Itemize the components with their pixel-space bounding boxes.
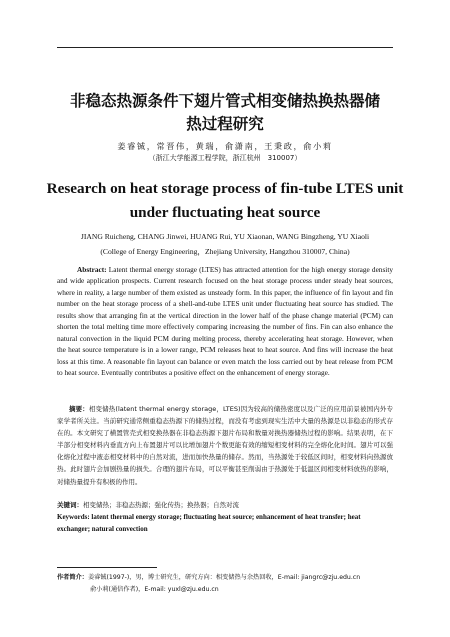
chinese-title-line-1: 非稳态热源条件下翅片管式相变储热换热器储 (69, 92, 380, 110)
footnote-rule (57, 567, 157, 568)
english-keywords (57, 512, 393, 535)
abstract-label: Abstract: (77, 265, 107, 274)
footnote-line-1: 姜睿铖(1997-)，男，博士研究生，研究方向：相变储热与余热回收，E-mail: jiangrc@zju.edu.cn (87, 574, 361, 581)
footnote-line-2: 俞小莉(通信作者)，E-mail: yuxl@zju.edu.cn (90, 585, 219, 593)
english-affiliation: (College of Energy Engineering，Zhejiang University, Hangzhou 310007, China) (100, 247, 350, 256)
abstract-text: Latent thermal energy storage (LTES) has attracted attention for the high energy storage density and wide application prospects. Current research focused on the heat storage process under steady heat sources, where in reality, a large number of them existed as unsteady form. In this paper, the influence of fin layout and fin number on the heat storage process of a shell-and-tube LTES unit under fluctuating heat source has studied. The results show that arranging fin at the vertical direction in the lower half of the phase change material (PCM) can shorten the total melting time more effectively comparing increasing the number of fins. Fin can also enhance the natural convection in the liquid PCM during melting process, thereby accelerating heat storage. However, when the heat source temperature is in a lower range, PCM releases heat to heat source. And fins will increase the heat loss at this time. A reasonable fin layout can balance or even match the loss carried out by heat release from PCM to heat source. Eventually contributes a positive effect on the enhancement of energy storage. (57, 265, 393, 378)
chinese-keywords-text: 相变储热；非稳态热源；强化传热；换热器；自然对流 (83, 501, 239, 509)
chinese-keywords-label: 关键词： (57, 501, 83, 509)
footnote-label: 作者简介： (57, 574, 88, 581)
english-abstract (57, 264, 393, 379)
chinese-abstract-label: 摘要： (69, 405, 89, 413)
chinese-abstract-text: 相变储热(latent thermal energy storage，LTES)因为较高的储热密度以及广泛的应用前景被国内外专家学者所关注。当前研究通常侧重稳态热源下的储热过程，而没有考虑到现实生活中大量的热源是以非稳态的形式存在的。本文研究了横置管壳式相变换热器在非稳态热源下翅片布局和数量对换热器储热过程的影响。结果表明，在下半部分相变材料内垂直方向上布置翅片可以比增加翅片个数更能有效的缩短相变材料的完全熔化化时间。翅片可以强化熔化过程中液态相变材料中的自然对流，进而加快热量的储存。然而，当热源处于较低区间时，相变材料向热源放热。此时翅片会加剧热量的损失。合理的翅片布局，可以平衡甚至削弱由于热源处于低温区间相变材料放热的影响，对储热量提升有积极的作用。 (57, 405, 393, 486)
author-footnote (57, 572, 393, 595)
chinese-title-line-2: 热过程研究 (186, 115, 264, 133)
header-rule (57, 47, 393, 48)
english-authors: JIANG Ruicheng, CHANG Jinwei, HUANG Rui, YU Xiaonan, WANG Bingzheng, YU Xiaoli (80, 232, 370, 241)
chinese-authors: 姜睿铖，常晋伟，黄瑞，俞潇南，王秉政，俞小莉 (117, 141, 333, 151)
english-keywords-text: latent thermal energy storage; fluctuating heat source; enhancement of heat transfer; heat exchanger; natural convection (57, 513, 361, 533)
english-keywords-label: Keywords: (57, 513, 90, 521)
english-title-line-2: under fluctuating heat source (129, 204, 321, 221)
english-title (30, 177, 420, 225)
chinese-abstract (57, 403, 393, 488)
chinese-title (40, 90, 410, 136)
english-title-line-1: Research on heat storage process of fin-tube LTES unit (46, 180, 404, 197)
chinese-keywords (57, 500, 393, 511)
chinese-affiliation: （浙江大学能源工程学院，浙江杭州 310007） (148, 154, 302, 162)
